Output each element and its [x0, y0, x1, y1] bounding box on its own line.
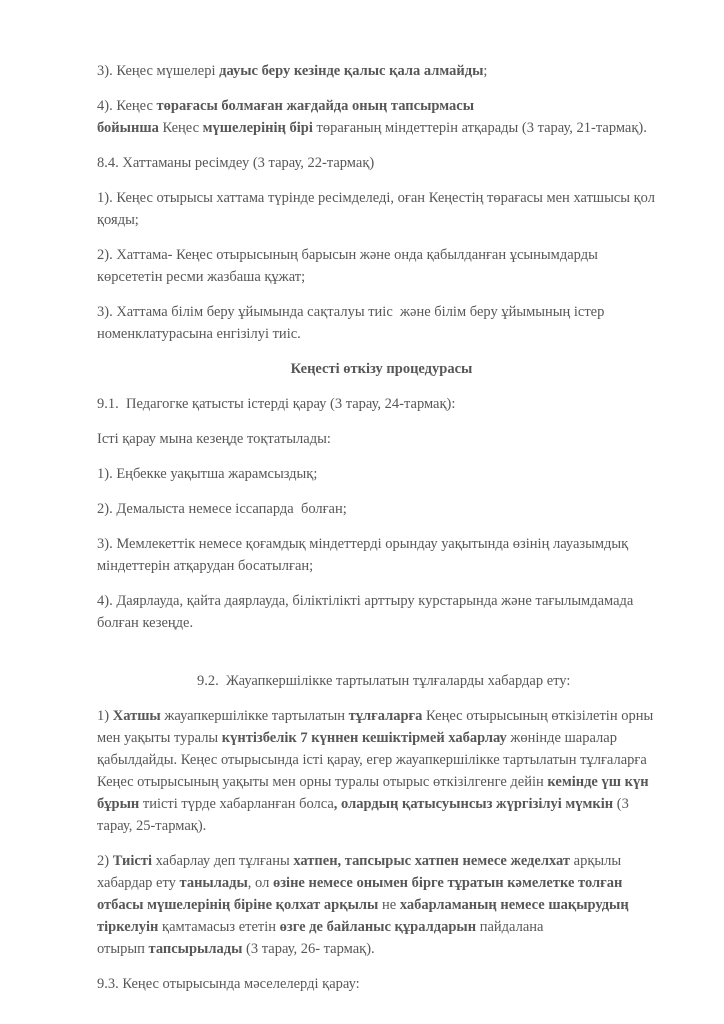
text-run: Істі қарау мына кезеңде тоқтатылады: — [97, 431, 331, 447]
text-run: бойынша — [97, 120, 159, 136]
text-run: Кеңес — [158, 120, 203, 136]
text-run: 3). Кеңес мүшелері — [97, 63, 220, 79]
text-run: 2). Хаттама- Кеңес отырысының барысын және онда қабылданған ұсынымдарды көрсететін ресми жазбаша құжат; — [97, 247, 602, 285]
text-run: танылады — [179, 875, 248, 891]
text-run: Кеңес отырысының өткізілетін орны мен уақыты туралы — [97, 708, 657, 746]
text-run: , ол — [247, 875, 273, 891]
text-run: күнтізбелік 7 күннен кешіктірмей хабарлау — [221, 730, 507, 746]
text-run: 8.4. Хаттаманы ресімдеу (3 тарау, 22-тармақ) — [97, 155, 375, 171]
text-run: (3 тарау, 25-тармақ). — [97, 796, 633, 834]
section-heading: Кеңесті өткізу процедурасы — [290, 361, 473, 377]
text-run: 1) — [97, 708, 113, 724]
text-run: тапсырылады — [148, 941, 243, 957]
text-run: 9.3. Кеңес отырысында мәселелерді қарау: — [97, 976, 360, 992]
text-run: жауапкершілікке тартылатын — [160, 708, 349, 724]
text-run: 9.2. Жауапкершілікке тартылатын тұлғаларды хабардар ету: — [197, 673, 571, 689]
text-run: жөнінде шаралар қабылдайды. Кеңес отырысында істі қарау, егер жауапкершілікке тартылатын тұлғаларға Кеңес отырысының уақыты мен орны туралы отырыс өткізілгенге дейін — [97, 730, 651, 790]
text-run: не — [378, 897, 400, 913]
text-run: (3 тарау, 26- тармақ). — [242, 941, 375, 957]
paragraph-section-8-4 — [97, 152, 666, 174]
text-run: дауыс беру кезінде қалыс қала алмайды — [219, 63, 484, 79]
text-run: хабарламаның немесе шақырудың тіркелуін — [97, 897, 633, 935]
text-run: Тиісті — [112, 853, 152, 869]
text-run: төрағасы болмаған жағдайда оның тапсырмасы — [156, 98, 475, 114]
paragraph-section-9-3 — [97, 973, 666, 995]
text-run: хатпен, тапсырыс хатпен немесе жеделхат — [293, 853, 571, 869]
text-run: кемінде үш күн бұрын — [97, 774, 653, 812]
text-run: тұлғаларға — [348, 708, 423, 724]
text-run: 1). Еңбекке уақытша жарамсыздық; — [97, 466, 318, 482]
text-run: өзге де байланыс құралдарын — [279, 919, 477, 935]
paragraph-protocol-item-1 — [97, 187, 666, 231]
paragraph-protocol-item-3 — [97, 301, 666, 345]
paragraph-notification-item-1 — [97, 705, 666, 837]
text-run: Хатшы — [112, 708, 161, 724]
paragraph-section-9-1 — [97, 393, 666, 415]
text-run: өзіне немесе онымен бірге тұратын кәмелетке толған отбасы мүшелерінің біріне қолхат арқылы — [97, 875, 626, 913]
text-run: 3). Мемлекеттік немесе қоғамдық міндеттерді орындау уақытында өзінің лауазымдық міндеттерін атқарудан босатылған; — [97, 536, 632, 574]
text-run: 3). Хаттама білім беру ұйымында сақталуы тиіс және білім беру ұйымының істер номенклатурасына енгізілуі тиіс. — [97, 304, 608, 342]
text-run: тиісті түрде хабарланған болса — [139, 796, 334, 812]
paragraph-notification-item-2 — [97, 850, 666, 960]
text-run: арқылы хабардар ету — [97, 853, 625, 891]
text-run: 4). Даярлауда, қайта даярлауда, біліктілікті арттыру курстарында және тағылымдамада болған кезеңде. — [97, 593, 637, 631]
text-run: төрағаның міндеттерін атқарады (3 тарау, 21-тармақ). — [312, 120, 647, 136]
text-run: 1). Кеңес отырысы хаттама түрінде ресімделеді, оған Кеңестің төрағасы мен хатшысы қол қояды; — [97, 190, 659, 228]
text-run: 2) — [97, 853, 113, 869]
text-run: ; — [483, 63, 488, 79]
text-run: пайдалана — [476, 919, 544, 935]
text-run: , олардың қатысуынсыз жүргізілуі мүмкін — [333, 796, 614, 812]
paragraph-protocol-item-2 — [97, 244, 666, 288]
paragraph-chairman-absence — [97, 95, 666, 139]
paragraph-voting-rule — [97, 60, 666, 82]
text-run: мүшелерінің бірі — [202, 120, 313, 136]
paragraph-suspension-item-3 — [97, 533, 666, 577]
paragraph-section-9-2 — [197, 670, 666, 692]
paragraph-case-suspension-intro — [97, 428, 666, 450]
text-run: 9.1. Педагогке қатысты істерді қарау (3 тарау, 24-тармақ): — [97, 396, 456, 412]
text-run: 4). Кеңес — [97, 98, 157, 114]
paragraph-suspension-item-2 — [97, 498, 666, 520]
text-run: хабарлау деп тұлғаны — [152, 853, 294, 869]
text-run: отырып — [97, 941, 149, 957]
text-run: 2). Демалыста немесе іссапарда болған; — [97, 501, 347, 517]
text-run: қамтамасыз ететін — [158, 919, 280, 935]
paragraph-suspension-item-4 — [97, 590, 666, 634]
paragraph-suspension-item-1 — [97, 463, 666, 485]
